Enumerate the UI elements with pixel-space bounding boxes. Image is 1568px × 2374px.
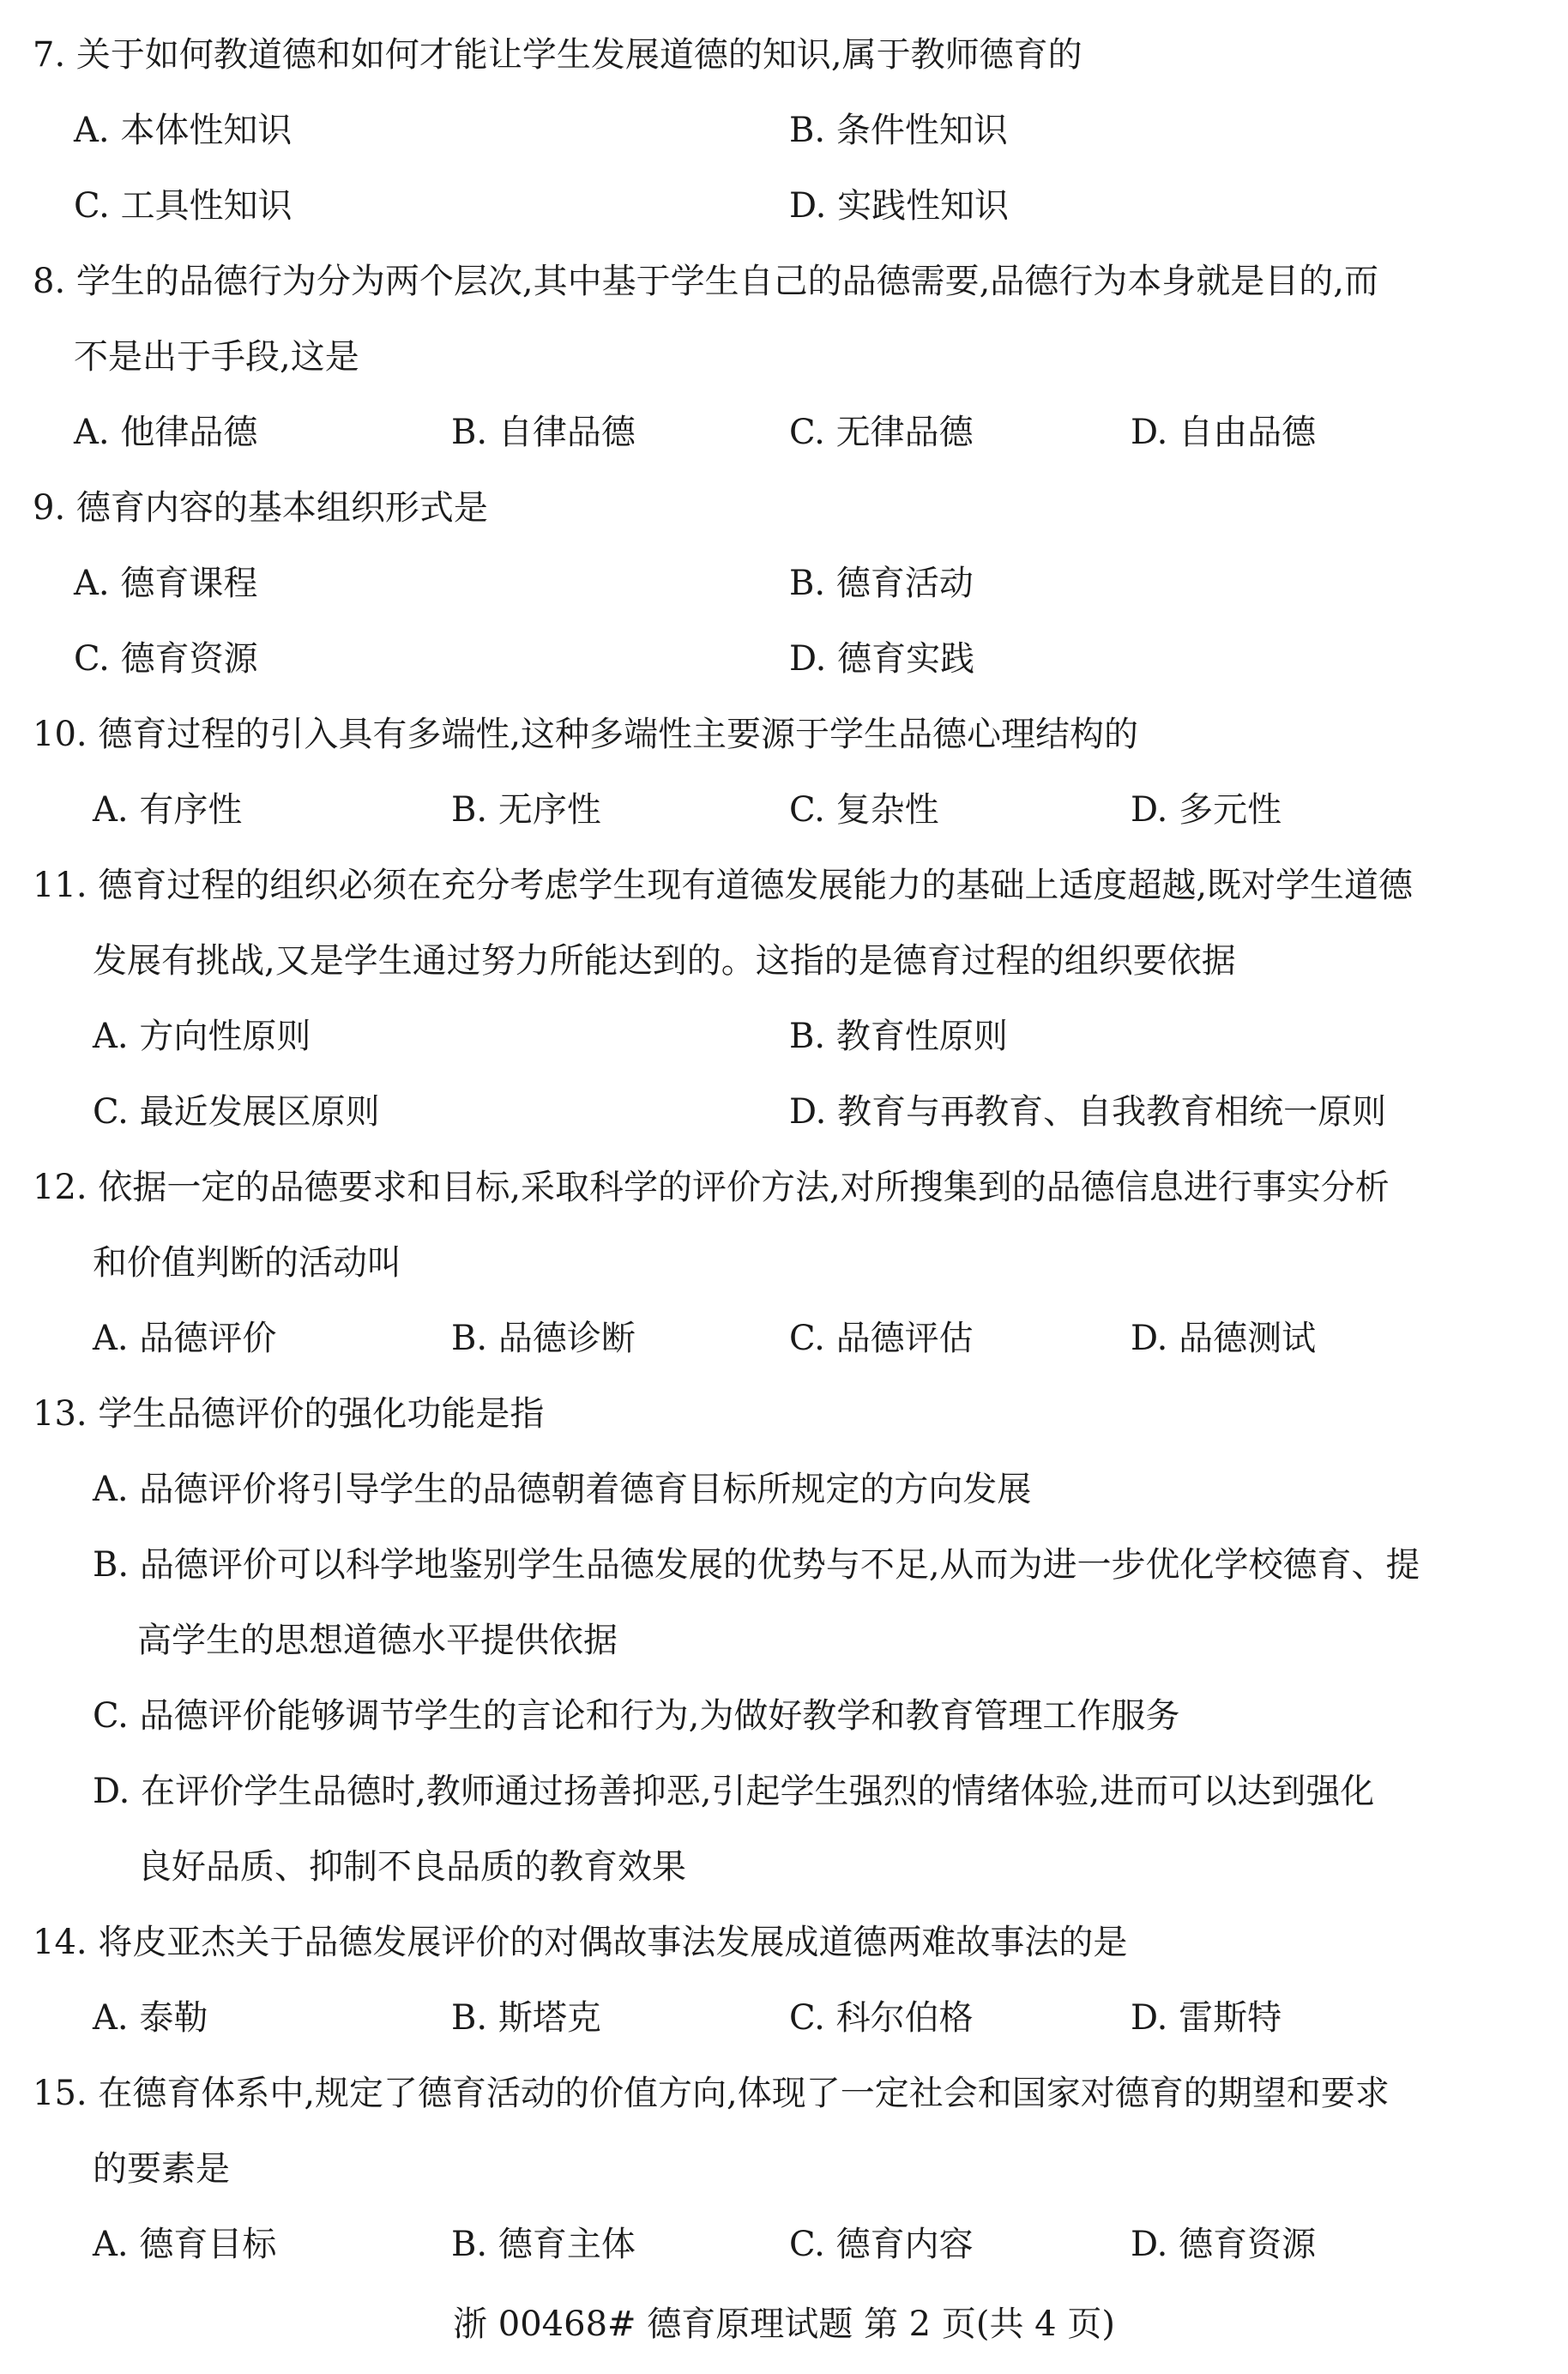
option-b: B. 德育主体 <box>451 2225 636 2264</box>
question-stem: 8. 学生的品德行为分为两个层次,其中基于学生自己的品德需要,品德行为本身就是目的,而 <box>33 262 1379 301</box>
option-c: C. 无律品德 <box>789 413 974 452</box>
option-a: A. 他律品德 <box>74 413 258 452</box>
option-b: B. 教育性原则 <box>789 1017 1008 1056</box>
option-b-continued: 高学生的思想道德水平提供依据 <box>137 1621 618 1660</box>
option-d: D. 在评价学生品德时,教师通过扬善抑恶,引起学生强烈的情绪体验,进而可以达到强化 <box>93 1772 1375 1811</box>
option-a: A. 品德评价 <box>93 1319 277 1358</box>
question-stem: 10. 德育过程的引入具有多端性,这种多端性主要源于学生品德心理结构的 <box>33 715 1139 754</box>
question-stem: 11. 德育过程的组织必须在充分考虑学生现有道德发展能力的基础上适度超越,既对学生道德 <box>33 866 1414 905</box>
option-d: D. 雷斯特 <box>1131 1998 1282 2038</box>
question-stem: 15. 在德育体系中,规定了德育活动的价值方向,体现了一定社会和国家对德育的期望和要求 <box>33 2074 1390 2113</box>
question-stem-continued: 和价值判断的活动叫 <box>93 1243 401 1283</box>
option-d-continued: 良好品质、抑制不良品质的教育效果 <box>137 1847 686 1887</box>
option-a: A. 泰勒 <box>93 1998 208 2038</box>
option-c: C. 最近发展区原则 <box>93 1092 380 1132</box>
option-d: D. 教育与再教育、自我教育相统一原则 <box>789 1092 1387 1132</box>
option-a: A. 德育课程 <box>74 564 258 603</box>
question-stem: 14. 将皮亚杰关于品德发展评价的对偶故事法发展成道德两难故事法的是 <box>33 1923 1128 1962</box>
option-b: B. 品德诊断 <box>451 1319 636 1358</box>
option-b: B. 品德评价可以科学地鉴别学生品德发展的优势与不足,从而为进一步优化学校德育、提 <box>93 1545 1420 1585</box>
option-c: C. 科尔伯格 <box>789 1998 974 2038</box>
option-d: D. 实践性知识 <box>789 186 1010 226</box>
question-stem-continued: 不是出于手段,这是 <box>74 337 359 377</box>
question-stem: 9. 德育内容的基本组织形式是 <box>33 488 488 528</box>
option-a: A. 有序性 <box>93 790 243 830</box>
option-c: C. 工具性知识 <box>74 186 292 226</box>
option-a: A. 本体性知识 <box>74 111 292 150</box>
option-b: B. 条件性知识 <box>789 111 1008 150</box>
question-stem-continued: 的要素是 <box>93 2149 230 2189</box>
option-b: B. 无序性 <box>451 790 601 830</box>
option-c: C. 德育资源 <box>74 639 258 679</box>
question-stem-continued: 发展有挑战,又是学生通过努力所能达到的。这指的是德育过程的组织要依据 <box>93 941 1236 981</box>
option-a: A. 品德评价将引导学生的品德朝着德育目标所规定的方向发展 <box>93 1470 1032 1509</box>
option-c: C. 德育内容 <box>789 2225 974 2264</box>
option-c: C. 品德评估 <box>789 1319 974 1358</box>
page-footer: 浙 00468# 德育原理试题 第 2 页(共 4 页) <box>453 2305 1115 2344</box>
question-stem: 7. 关于如何教道德和如何才能让学生发展道德的知识,属于教师德育的 <box>33 35 1083 75</box>
option-d: D. 多元性 <box>1131 790 1282 830</box>
option-d: D. 德育资源 <box>1131 2225 1317 2264</box>
option-d: D. 自由品德 <box>1131 413 1317 452</box>
option-b: B. 德育活动 <box>789 564 974 603</box>
question-stem: 13. 学生品德评价的强化功能是指 <box>33 1394 545 1434</box>
option-a: A. 德育目标 <box>93 2225 277 2264</box>
option-b: B. 斯塔克 <box>451 1998 601 2038</box>
question-stem: 12. 依据一定的品德要求和目标,采取科学的评价方法,对所搜集到的品德信息进行事实分析 <box>33 1168 1390 1207</box>
option-c: C. 复杂性 <box>789 790 939 830</box>
option-b: B. 自律品德 <box>451 413 636 452</box>
option-c: C. 品德评价能够调节学生的言论和行为,为做好教学和教育管理工作服务 <box>93 1696 1180 1736</box>
option-d: D. 品德测试 <box>1131 1319 1317 1358</box>
option-d: D. 德育实践 <box>789 639 975 679</box>
option-a: A. 方向性原则 <box>93 1017 311 1056</box>
